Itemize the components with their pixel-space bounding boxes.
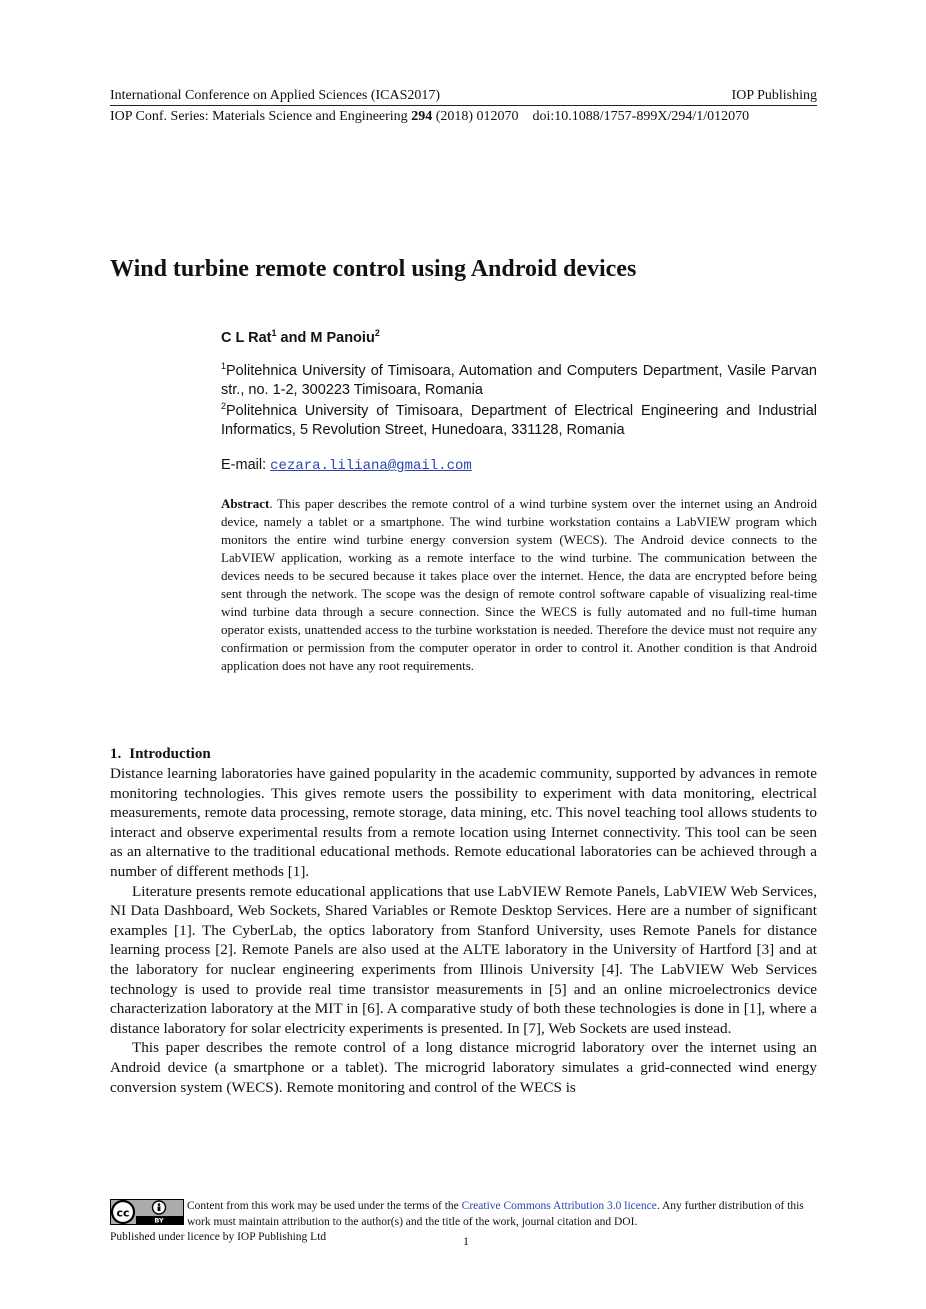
paragraph: This paper describes the remote control of a long distance microgrid laboratory over the internet using an Android device (a smartphone or a tablet). The microgrid laboratory simulates a grid-connected wind energy conversion system (WECS). Remote monitoring and control of the WECS is (110, 1039, 817, 1096)
publisher-name: IOP Publishing (731, 88, 817, 103)
email-link[interactable]: cezara.liliana@gmail.com (270, 458, 472, 474)
abstract (221, 495, 817, 675)
author-1-affil: 1 (271, 328, 277, 338)
page-number: 1 (463, 1234, 469, 1248)
abstract-text: . This paper describes the remote control of a wind turbine system over the internet using an Android device, namely a tablet or a smartphone. The wind turbine workstation contains a LabVIEW program which monitors the entire wind turbine energy conversion system (WECS). The Android device connects to the LabVIEW application, working as a remote interface to the wind turbine. The communication between the devices needs to be secured because it takes place over the internet. Hence, the data are encrypted before being sent through the network. The scope was the design of remote control software capable of visualizing real-time wind turbine data through a secure connection. Since the WECS is fully automated and no full-time human operator exists, unattended access to the turbine workstation is needed. Therefore the device must not require any confirmation or permission from the computer operator in order to control it. Another condition is that Android application does not have any root requirements. (221, 496, 817, 673)
paragraph: Literature presents remote educational applications that use LabVIEW Remote Panels, LabVIEW Web Services, NI Data Dashboard, Web Sockets, Shared Variables or Remote Desktop Services. Here are a number of significant examples [1]. The CyberLab, the optics laboratory from Stanford University, uses Remote Panels for distance learning process [2]. Remote Panels are also used at the ALTE laboratory in the University of Hartford [3] and at the laboratory for nuclear engineering experiments from Illinois University [4]. The LabVIEW Web Services technology is used to provide real time transistor measurements in [5] and an online microelectronics device characterization laboratory at the MIT in [6]. A comparative study of both these technologies is done in [1], where a distance laboratory for solar electricity experiments is presented. In [7], Web Sockets are used instead. (110, 882, 817, 1037)
doi: doi:10.1088/1757-899X/294/1/012070 (532, 109, 750, 124)
cc-icon-label: cc (116, 1206, 130, 1220)
license-text-post: . Any further distribution of this work must maintain attribution to the author(s) and the title of the work, journal citation and DOI. (187, 1200, 804, 1228)
author-1: C L Rat (221, 329, 272, 346)
affiliation-1 (221, 357, 817, 401)
affiliation-2-text: Politehnica University of Timisoara, Department of Electrical Engineering and Industrial Informatics, 5 Revolution Street, Hunedoara, 331128, Romania (221, 402, 817, 439)
cc-by-license-icon[interactable] (110, 1199, 184, 1225)
affiliation-2-marker: 2 (221, 401, 227, 411)
license-link[interactable]: Creative Commons Attribution 3.0 licence (461, 1200, 657, 1212)
body-text (110, 764, 817, 1097)
license-text-pre: Content from this work may be used under the terms of the (187, 1200, 462, 1212)
email-label: E-mail: (221, 457, 271, 473)
citation-line (110, 109, 817, 125)
abstract-label: Abstract (221, 496, 270, 511)
author-2-affil: 2 (374, 328, 380, 338)
affiliation-2 (221, 397, 817, 441)
affiliation-1-text: Politehnica University of Timisoara, Automation and Computers Department, Vasile Parvan str., no. 1-2, 300223 Timisoara, Romania (221, 362, 817, 399)
section-title: Introduction (129, 746, 211, 762)
by-label: BY (154, 1216, 164, 1225)
author-conjunction: and (276, 329, 311, 346)
paper-title: Wind turbine remote control using Android devices (110, 256, 637, 282)
published-notice: Published under licence by IOP Publishing Ltd (110, 1231, 327, 1243)
series-name: IOP Conf. Series: Materials Science and Engineering (110, 109, 408, 124)
conference-name: International Conference on Applied Sciences (ICAS2017) (110, 88, 441, 103)
license-notice (187, 1199, 817, 1230)
volume-number: 294 (411, 109, 433, 124)
affiliation-1-marker: 1 (221, 361, 227, 371)
section-heading (110, 746, 211, 763)
author-line (221, 328, 380, 346)
paragraph: Distance learning laboratories have gained popularity in the academic community, supported by advances in remote monitoring technologies. This gives remote users the possibility to experiment with data monitoring, electrical measurements, remote data processing, remote storage, data mining, etc. This novel teaching tool allows students to interact and observe experimental results from a remote location using Internet connectivity. This tool can be seen as an alternative to the traditional educational methods. Remote educational laboratories can be achieved through a number of different methods [1]. (110, 765, 817, 880)
author-2: M Panoiu (310, 329, 375, 346)
running-header (110, 87, 817, 106)
year-article: (2018) 012070 (435, 109, 519, 124)
email-line (221, 457, 472, 474)
section-number: 1. (110, 746, 122, 762)
